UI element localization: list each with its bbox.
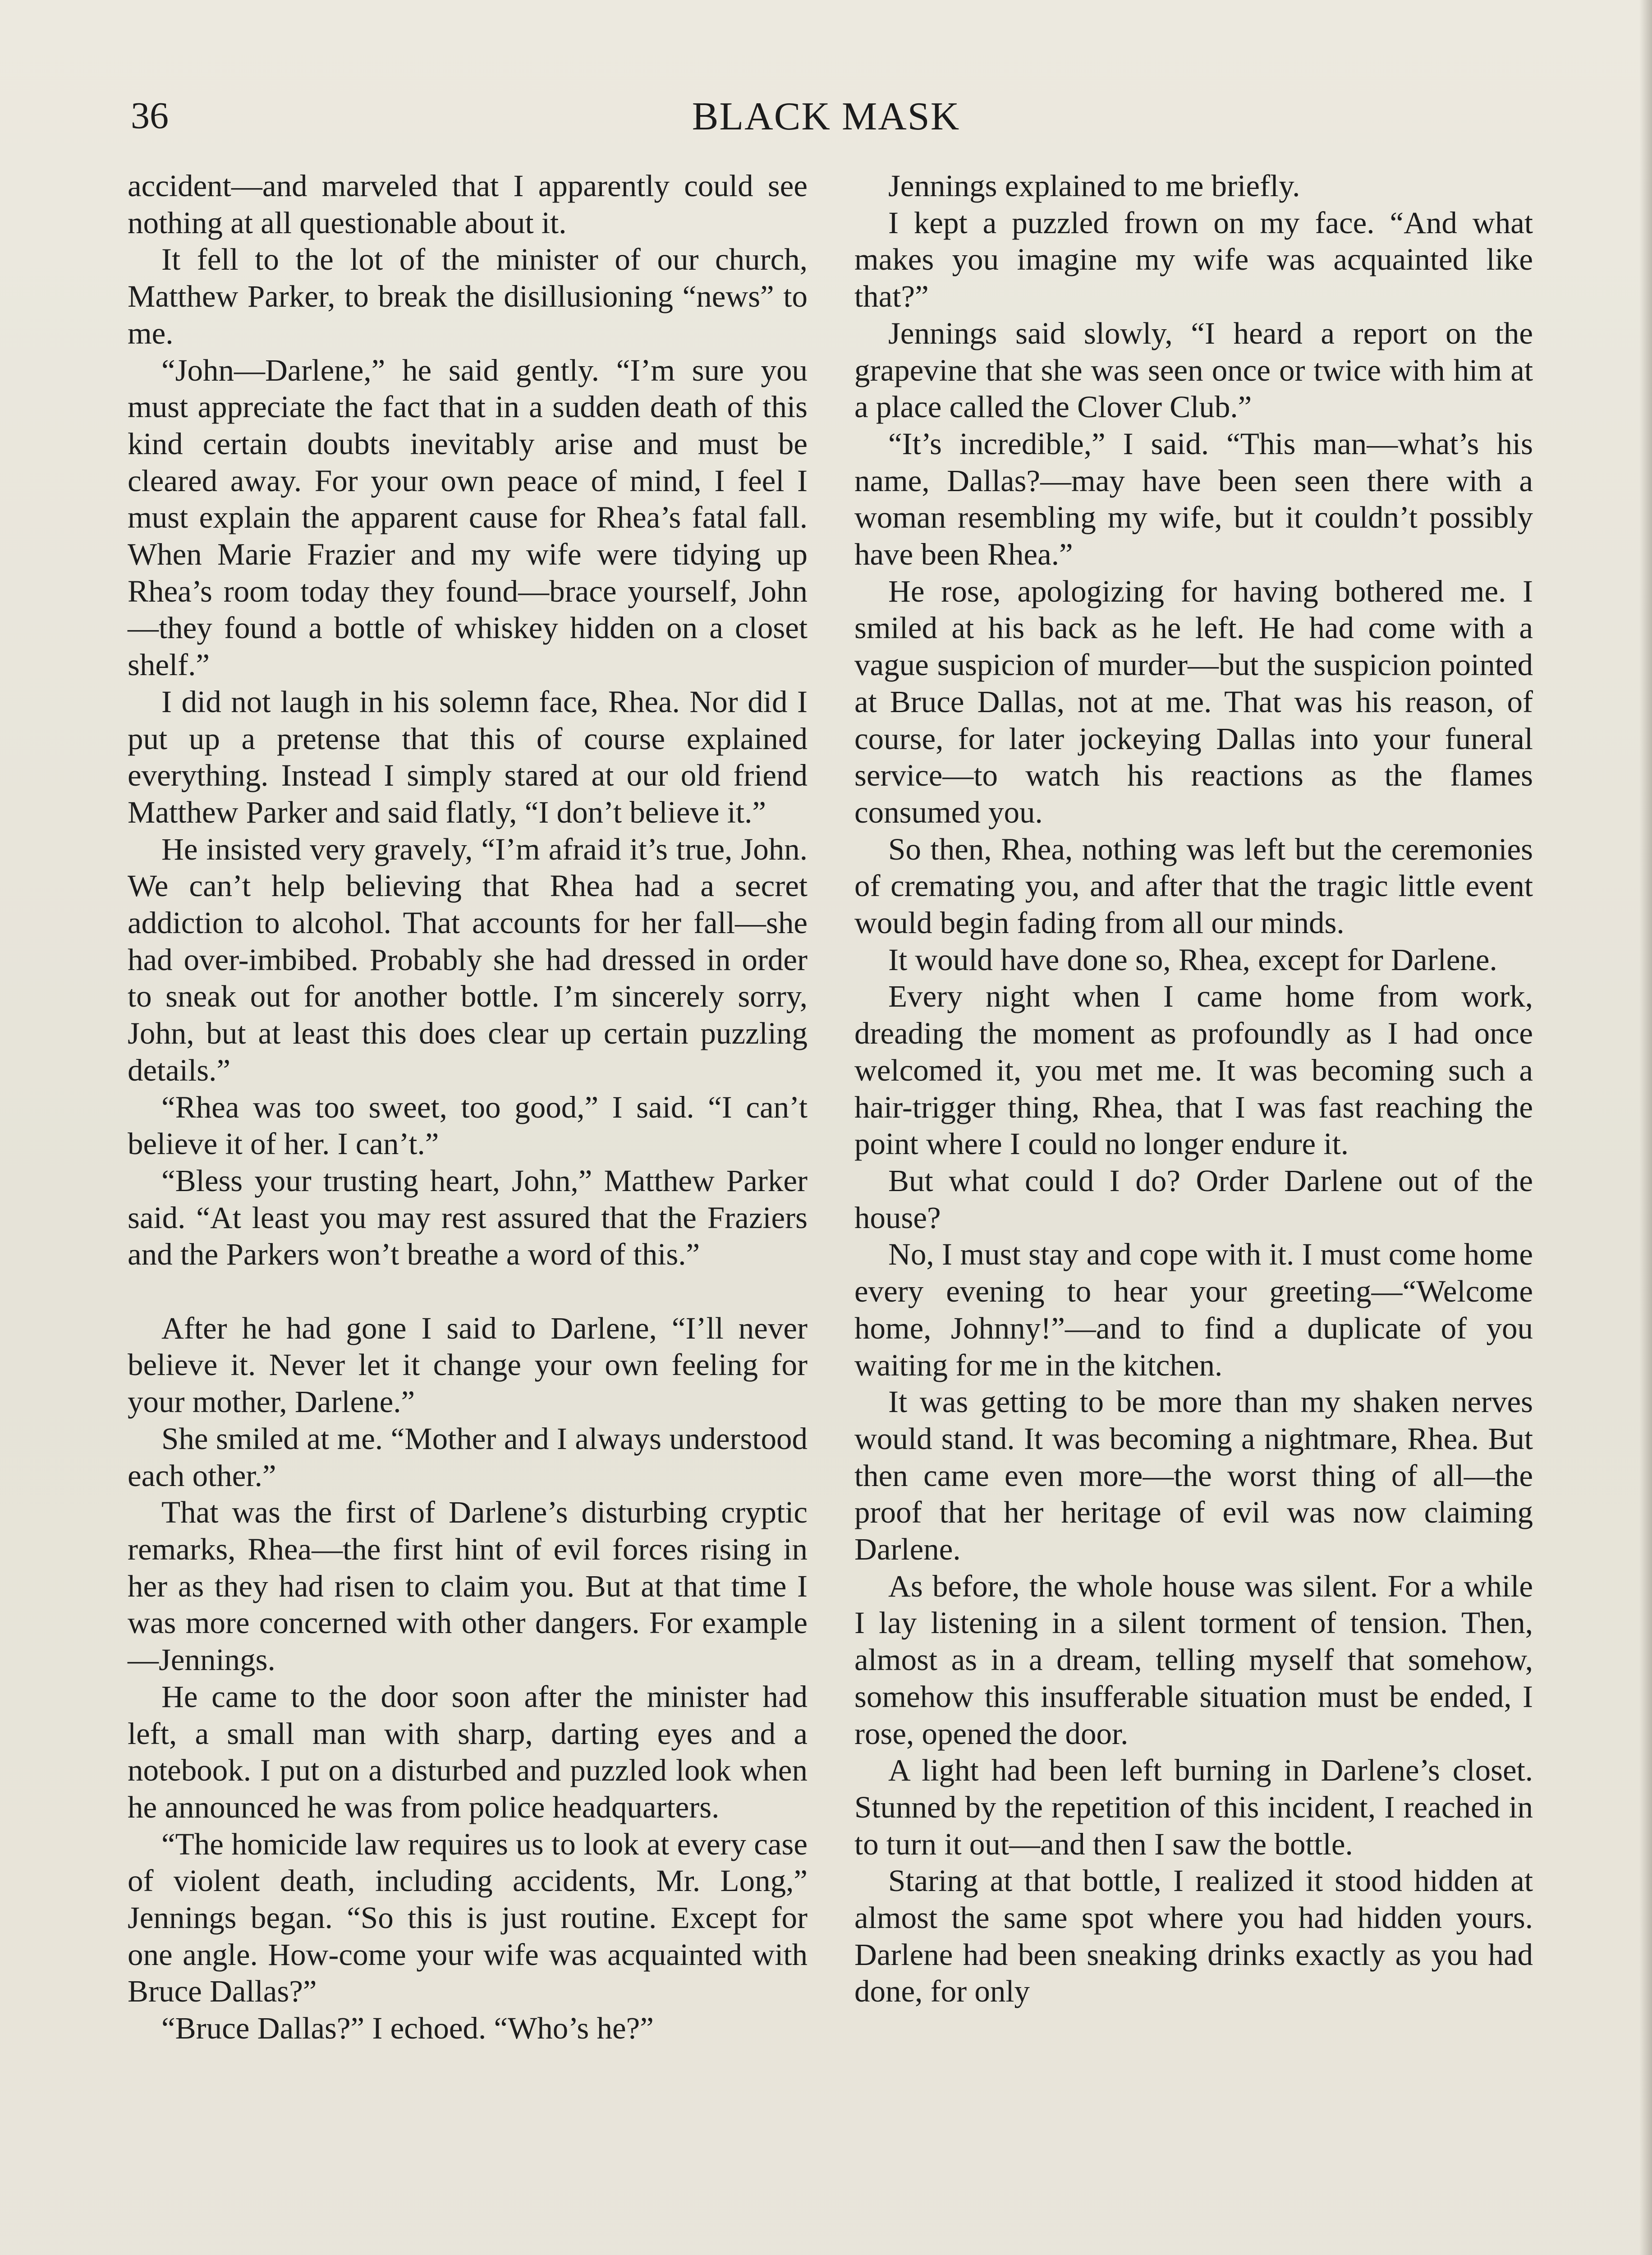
paragraph: After he had gone I said to Darlene, “I’ll never believe it. Never let it change your own feeling for your mother, Darlene.” xyxy=(128,1311,808,1419)
paragraph: “Rhea was too sweet, too good,” I said. “I can’t believe it of her. I can’t.” xyxy=(128,1090,808,1161)
paragraph: So then, Rhea, nothing was left but the ceremonies of cremating you, and after that the tragic little event would begin fading from all our minds. xyxy=(854,832,1533,940)
paragraph: It would have done so, Rhea, except for Darlene. xyxy=(888,942,1497,977)
right-column xyxy=(854,168,1533,2010)
page-number: 36 xyxy=(131,95,169,137)
left-column xyxy=(128,168,808,2047)
paragraph: As before, the whole house was silent. For a while I lay listening in a silent torment of tension. Then, almost as in a dream, telling myself that somehow, somehow this insufferable situation must be ended, I rose, opened the door. xyxy=(854,1569,1533,1751)
paragraph: No, I must stay and cope with it. I must come home every evening to hear your greeting—“Welcome home, Johnny!”—and to find a duplicate of you waiting for me in the kitchen. xyxy=(854,1237,1533,1382)
paragraph: It was getting to be more than my shaken nerves would stand. It was becoming a nightmare, Rhea. But then came even more—the worst thing of all—the proof that her heritage of evil was now claiming Darlene. xyxy=(854,1385,1533,1567)
paragraph: “John—Darlene,” he said gently. “I’m sure you must appreciate the fact that in a sudden death of this kind certain doubts inevitably arise and must be cleared away. For your own peace of mind, I feel I must explain the apparent cause for Rhea’s fatal fall. When Marie Frazier and my wife were tidying up Rhea’s room today they found—brace yourself, John—they found a bottle of whiskey hidden on a closet shelf.” xyxy=(128,353,808,682)
paragraph: Staring at that bottle, I realized it stood hidden at almost the same spot where you had hidden yours. Darlene had been sneaking drinks exactly as you had done, for only xyxy=(854,1864,1533,2009)
paragraph: He rose, apologizing for having bothered me. I smiled at his back as he left. He had come with a vague suspicion of murder—but the suspicion pointed at Bruce Dallas, not at me. That was his reason, of course, for later jockeying Dallas into your funeral service—to watch his reactions as the flames consumed you. xyxy=(854,574,1533,829)
page-edge-shadow xyxy=(1639,0,1652,2255)
paragraph: I did not laugh in his solemn face, Rhea. Nor did I put up a pretense that this of course explained everything. Instead I simply stared at our old friend Matthew Parker and said flatly, “I don’t believe it.” xyxy=(128,684,808,829)
paragraph: He came to the door soon after the minister had left, a small man with sharp, darting eyes and a notebook. I put on a disturbed and puzzled look when he announced he was from police headquarters. xyxy=(128,1679,808,1824)
paragraph: Jennings said slowly, “I heard a report on the grapevine that she was seen once or twice with him at a place called the Clover Club.” xyxy=(854,316,1533,424)
paragraph: I kept a puzzled frown on my face. “And what makes you imagine my wife was acquainted like that?” xyxy=(854,205,1533,314)
paragraph: accident—and marveled that I apparently could see nothing at all questionable about it. xyxy=(128,169,808,240)
paragraph: “Bless your trusting heart, John,” Matthew Parker said. “At least you may rest assured that the Fraziers and the Parkers won’t breathe a word of this.” xyxy=(128,1163,808,1272)
paragraph: A light had been left burning in Darlene’s closet. Stunned by the repetition of this incident, I reached in to turn it out—and then I saw the bottle. xyxy=(854,1753,1533,1861)
paragraph: Jennings explained to me briefly. xyxy=(888,169,1300,203)
paragraph: “The homicide law requires us to look at every case of violent death, including accidents, Mr. Long,” Jennings began. “So this is just routine. Except for one angle. How-come your wife was acquainted with Bruce Dallas?” xyxy=(128,1827,808,2009)
paragraph: She smiled at me. “Mother and I always understood each other.” xyxy=(128,1421,808,1493)
paragraph: But what could I do? Order Darlene out of the house? xyxy=(854,1163,1533,1235)
paragraph: It fell to the lot of the minister of our church, Matthew Parker, to break the disillusioning “news” to me. xyxy=(128,242,808,350)
paragraph: “Bruce Dallas?” I echoed. “Who’s he?” xyxy=(161,2011,654,2046)
paragraph: That was the first of Darlene’s disturbing cryptic remarks, Rhea—the first hint of evil forces rising in her as they had risen to claim you. But at that time I was more concerned with other dangers. For example—Jennings. xyxy=(128,1495,808,1677)
running-head: BLACK MASK xyxy=(692,95,960,138)
paragraph: Every night when I came home from work, dreading the moment as profoundly as I had once welcomed it, you met me. It was becoming such a hair-trigger thing, Rhea, that I was fast reaching the point where I could no longer endure it. xyxy=(854,979,1533,1161)
paragraph: “It’s incredible,” I said. “This man—what’s his name, Dallas?—may have been seen there with a woman resembling my wife, but it couldn’t possibly have been Rhea.” xyxy=(854,426,1533,572)
paragraph: He insisted very gravely, “I’m afraid it’s true, John. We can’t help believing that Rhea had a secret addiction to alcohol. That accounts for her fall—she had over-imbibed. Probably she had dressed in order to sneak out for another bottle. I’m sincerely sorry, John, but at least this does clear up certain puzzling details.” xyxy=(128,832,808,1087)
